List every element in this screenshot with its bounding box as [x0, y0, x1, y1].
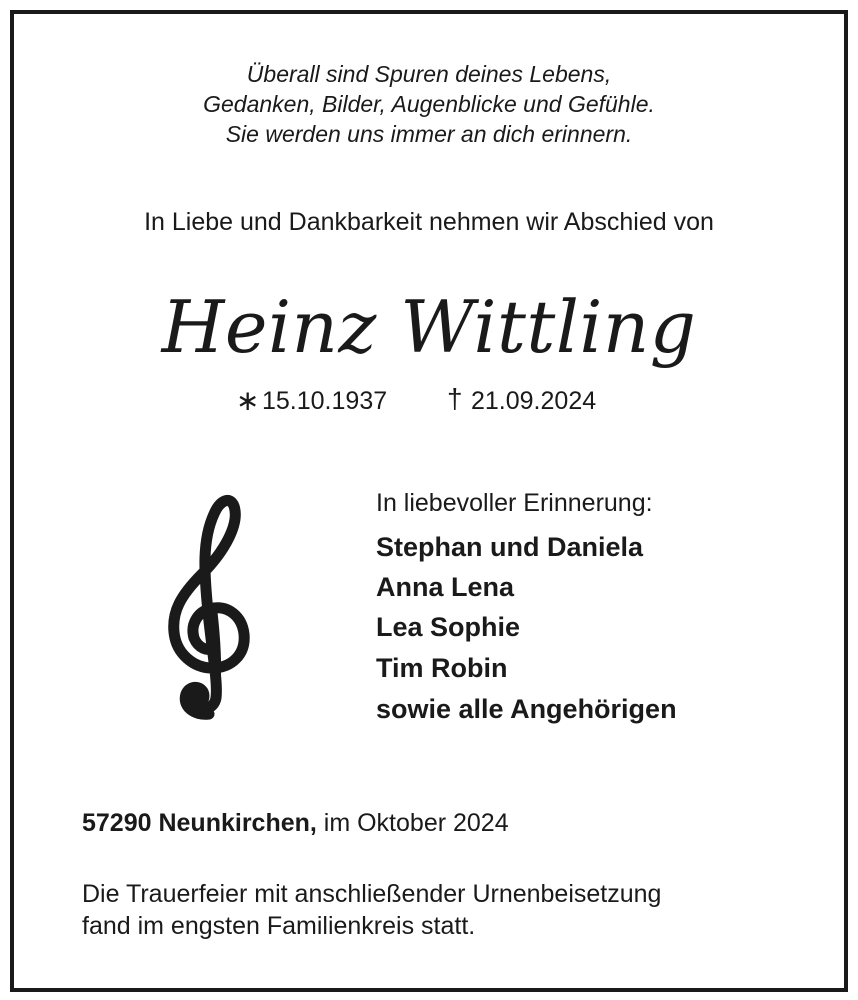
- death-cross-icon: †: [447, 383, 463, 414]
- deceased-name: Heinz Wittling: [161, 285, 697, 369]
- birth-date: 15.10.1937: [262, 387, 388, 415]
- obituary-notice: [10, 10, 848, 992]
- farewell-intro: In Liebe und Dankbarkeit nehmen wir Abschied von: [144, 208, 714, 236]
- family-member: Lea Sophie: [376, 612, 521, 642]
- place-city: 57290 Neunkirchen,: [82, 809, 317, 837]
- family-member: Stephan und Daniela: [376, 532, 644, 562]
- death-date: 21.09.2024: [471, 387, 597, 415]
- place-and-date: [82, 807, 509, 839]
- verse-line-3: Sie werden uns immer an dich erinnern.: [225, 121, 633, 147]
- service-note-line-2: fand im engsten Familienkreis statt.: [82, 912, 476, 940]
- notice-date: im Oktober 2024: [316, 809, 509, 837]
- verse-line-1: Überall sind Spuren deines Lebens,: [246, 61, 612, 87]
- birth-star-icon: ∗: [236, 385, 260, 416]
- memory-heading: In liebevoller Erinnerung:: [376, 489, 653, 517]
- family-member: Tim Robin: [376, 653, 508, 683]
- service-note-line-1: Die Trauerfeier mit anschließender Urnenbeisetzung: [82, 880, 662, 908]
- verse-line-2: Gedanken, Bilder, Augenblicke und Gefühle.: [203, 91, 655, 117]
- family-member: sowie alle Angehörigen: [376, 694, 677, 724]
- treble-clef-icon: [154, 492, 254, 722]
- family-member: Anna Lena: [376, 572, 515, 602]
